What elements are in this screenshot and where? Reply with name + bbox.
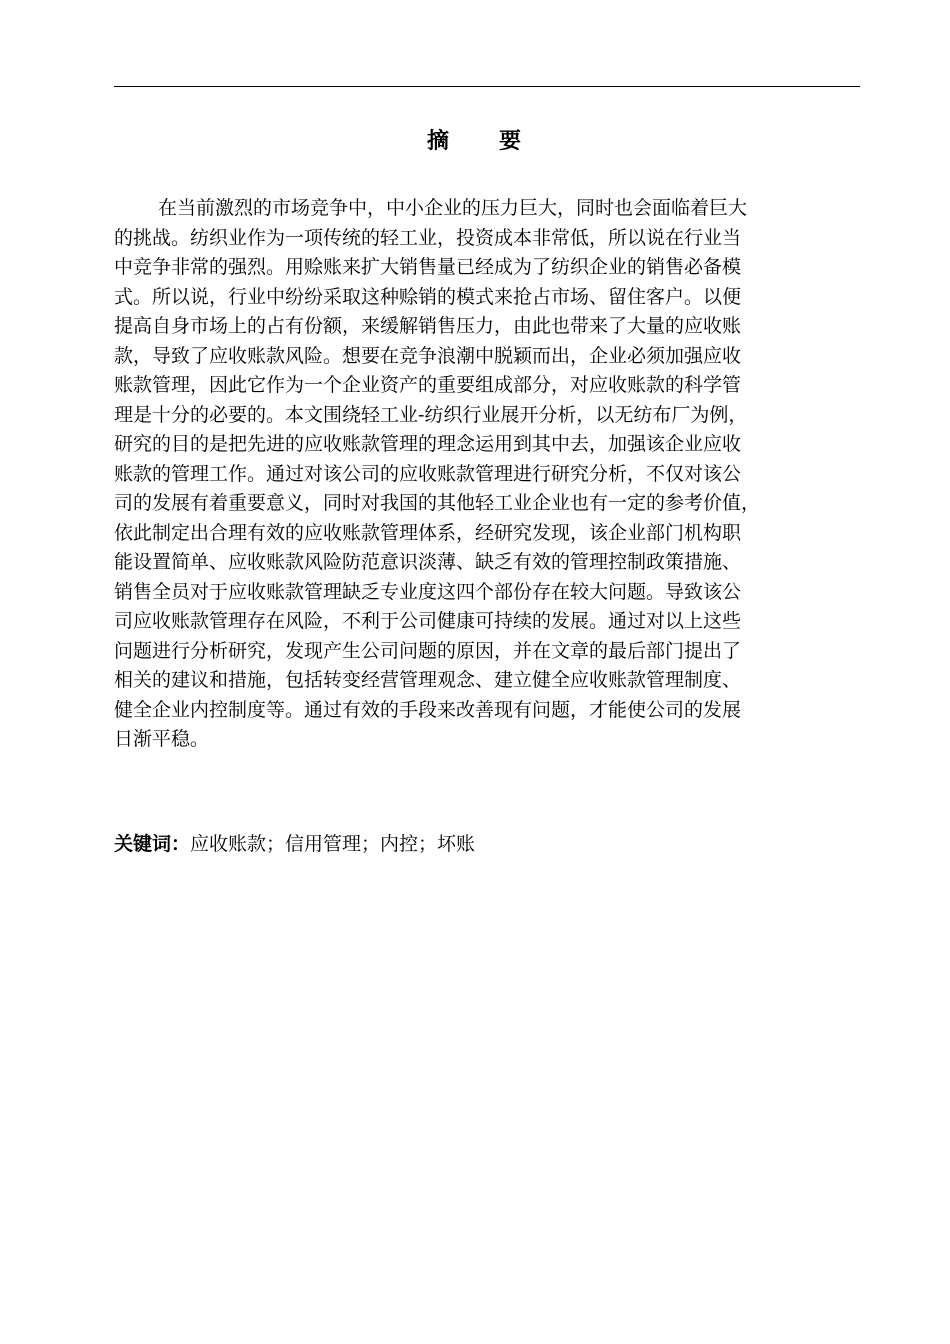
abstract-line: 司的发展有着重要意义，同时对我国的其他轻工业企业也有一定的参考价值， [114,492,761,514]
abstract-line: 提高自身市场上的占有份额，来缓解销售压力，由此也带来了大量的应收账 [114,315,742,337]
abstract-line: 销售全员对于应收账款管理缺乏专业度这四个部份存在较大问题。导致该公 [114,580,742,603]
abstract-line: 的挑战。纺织业作为一项传统的轻工业，投资成本非常低，所以说在行业当 [114,226,742,249]
abstract-line: 式。所以说，行业中纷纷采取这种赊销的模式来抢占市场、留住客户。以便 [114,285,742,308]
abstract-line: 健全企业内控制度等。通过有效的手段来改善现有问题，才能使公司的发展 [114,698,742,721]
abstract-line: 日渐平稳。 [114,728,210,750]
abstract-line: 理是十分的必要的。本文围绕轻工业-纺织行业展开分析，以无纺布厂为例， [114,403,748,426]
page-title: 摘 要 [426,128,523,154]
abstract-line: 账款的管理工作。通过对该公司的应收账款管理进行研究分析，不仅对该公 [114,462,742,485]
abstract-line: 能设置简单、应收账款风险防范意识淡薄、缺乏有效的管理控制政策措施、 [114,551,742,573]
abstract-line: 中竞争非常的强烈。用赊账来扩大销售量已经成为了纺织企业的销售必备模 [114,256,742,278]
keywords-value: 应收账款；信用管理；内控；坏账 [190,833,476,855]
abstract-line: 相关的建议和措施，包括转变经营管理观念、建立健全应收账款管理制度、 [114,669,742,691]
abstract-line: 账款管理，因此它作为一个企业资产的重要组成部分，对应收账款的科学管 [114,374,742,396]
abstract-line: 款，导致了应收账款风险。想要在竞争浪潮中脱颖而出，企业必须加强应收 [114,344,742,367]
keywords-label: 关键词： [114,833,191,855]
keywords [114,829,860,859]
header-rule [114,86,860,87]
abstract-line: 在当前激烈的市场竞争中，中小企业的压力巨大，同时也会面临着巨大 [158,197,748,219]
abstract-line: 司应收账款管理存在风险，不利于公司健康可持续的发展。通过对以上这些 [114,610,742,632]
abstract-line: 依此制定出合理有效的应收账款管理体系，经研究发现，该企业部门机构职 [114,521,742,544]
abstract-body [114,194,860,755]
abstract-line: 问题进行分析研究，发现产生公司问题的原因，并在文章的最后部门提出了 [114,639,742,662]
abstract-line: 研究的目的是把先进的应收账款管理的理念运用到其中去，加强该企业应收 [114,433,742,455]
